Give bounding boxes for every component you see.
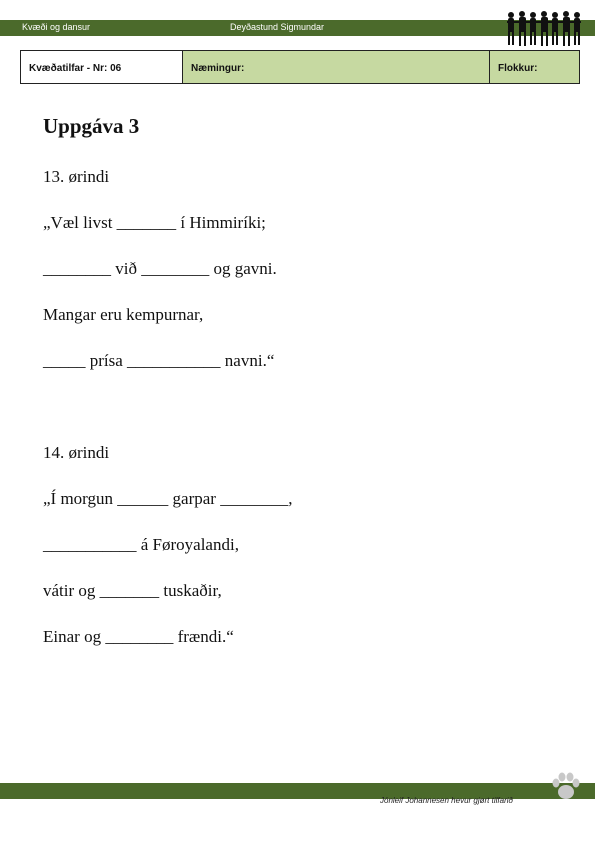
stanza-13-line-2: ________ við ________ og gavni. — [43, 259, 277, 278]
paw-print-icon — [549, 770, 583, 802]
stanza-14-line-2: ___________ á Føroyalandi, — [43, 535, 239, 554]
stanza-13-line-4: _____ prísa ___________ navni.“ — [43, 351, 275, 370]
group-field[interactable]: Flokkur: — [490, 51, 579, 83]
stanza-14-line-4: Einar og ________ frændi.“ — [43, 627, 234, 646]
sheet-number-cell: Kvæðatilfar - Nr: 06 — [21, 51, 183, 83]
dancers-logo-icon — [505, 10, 583, 48]
footer-credit: Jónleif Johannesen hevur gjørt tilfarið — [380, 796, 513, 805]
student-name-field[interactable]: Næmingur: — [183, 51, 490, 83]
stanza-14-line-1: „Í morgun ______ garpar ________, — [43, 489, 293, 508]
stanza-13-line-3: Mangar eru kempurnar, — [43, 305, 204, 324]
header-left-text: Kvæði og dansur — [22, 22, 91, 32]
stanza-14-heading: 14. ørindi — [43, 443, 110, 462]
task-title: Uppgáva 3 — [43, 114, 140, 138]
header-center-text: Deyðastund Sigmundar — [230, 22, 325, 32]
info-table — [20, 50, 580, 84]
stanza-14-line-3: vátir og _______ tuskaðir, — [43, 581, 222, 600]
stanza-13-line-1: „Væl livst _______ í Himmiríki; — [43, 213, 266, 232]
stanza-13-heading: 13. ørindi — [43, 167, 110, 186]
